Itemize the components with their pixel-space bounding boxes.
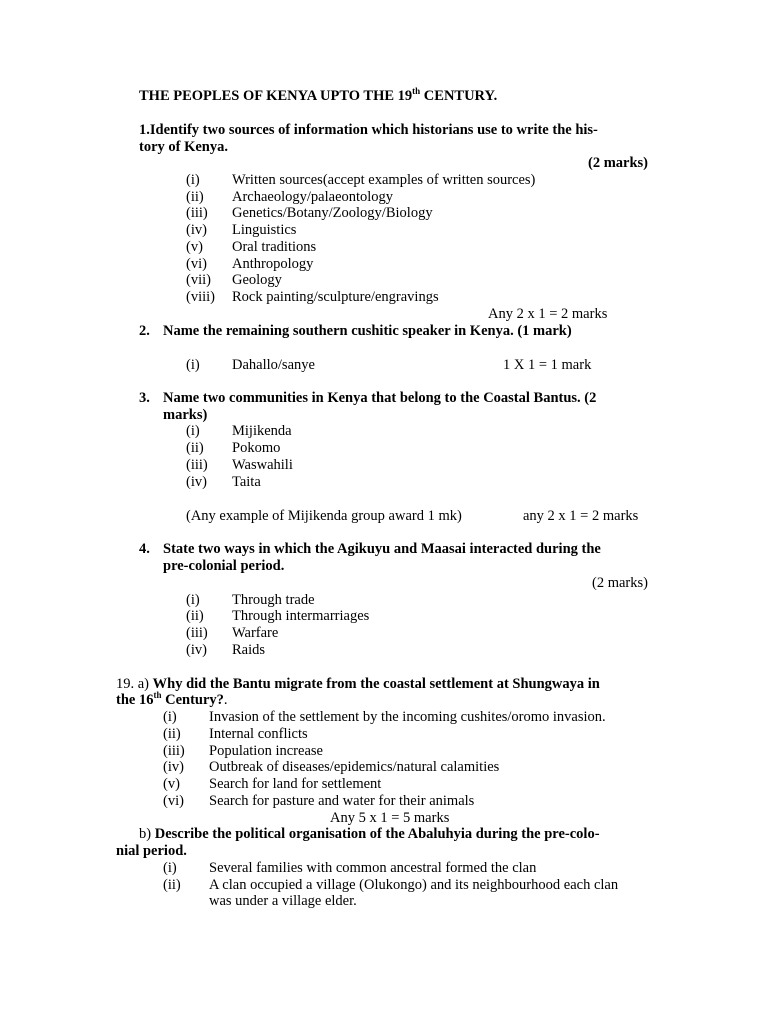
q19b-question: Describe the political organisation of the Abaluhyia during the pre-colo-: [154, 826, 600, 842]
q19a-text-line1: [116, 676, 600, 693]
q19a-item-text: Population increase: [209, 743, 323, 759]
q19a-item-text: Invasion of the settlement by the incoming cushites/oromo invasion.: [209, 709, 606, 725]
q3-award: any 2 x 1 = 2 marks: [523, 508, 639, 524]
q3-note: (Any example of Mijikenda group award 1 mk): [186, 508, 462, 524]
q19b-prefix: b): [139, 826, 155, 842]
q1-text-line1: 1.Identify two sources of information which historians use to write the his-: [139, 122, 598, 138]
q3-number: 3.: [139, 390, 150, 406]
q2-item-num: (i): [186, 357, 200, 373]
q1-item-num: (iii): [186, 205, 208, 221]
q1-item-num: (viii): [186, 289, 215, 305]
q4-number: 4.: [139, 541, 150, 557]
q3-item-text: Taita: [232, 474, 261, 490]
q19b-item-text: A clan occupied a village (Olukongo) and its neighbourhood each clan: [209, 877, 619, 893]
q2-number: 2.: [139, 323, 150, 339]
q19b-item-num: (ii): [163, 877, 181, 893]
q4-item-num: (iv): [186, 642, 207, 658]
q1-item-text: Oral traditions: [232, 239, 317, 255]
q3-text-line2: marks): [163, 407, 208, 423]
q4-item-text: Through intermarriages: [232, 608, 370, 624]
q4-item-text: Raids: [232, 642, 266, 658]
q19b-item-text: Several families with common ancestral formed the clan: [209, 860, 537, 876]
q3-item-num: (ii): [186, 440, 204, 456]
q19a-item-num: (v): [163, 776, 180, 792]
q4-item-text: Through trade: [232, 592, 315, 608]
q4-item-num: (ii): [186, 608, 204, 624]
q19a-text-line2: the 16th Century?.: [116, 690, 228, 708]
q1-award: Any 2 x 1 = 2 marks: [488, 306, 608, 322]
q4-item-num: (iii): [186, 625, 208, 641]
q19b-item-num: (i): [163, 860, 177, 876]
q3-text-line1: Name two communities in Kenya that belong to the Coastal Bantus. (2: [163, 390, 597, 406]
q19a-item-text: Search for pasture and water for their animals: [209, 793, 475, 809]
q4-text-line2: pre-colonial period.: [163, 558, 285, 574]
q3-item-text: Pokomo: [232, 440, 281, 456]
q2-item-text: Dahallo/sanye: [232, 357, 315, 373]
q19a-item-num: (vi): [163, 793, 184, 809]
q3-item-text: Waswahili: [232, 457, 293, 473]
q1-text-line2: tory of Kenya.: [139, 139, 228, 155]
q4-text-line1: State two ways in which the Agikuyu and Maasai interacted during the: [163, 541, 601, 557]
q1-item-text: Written sources(accept examples of written sources): [232, 172, 536, 188]
q19a-item-text: Internal conflicts: [209, 726, 308, 742]
q4-item-num: (i): [186, 592, 200, 608]
q3-item-num: (i): [186, 423, 200, 439]
q19a-question: Why did the Bantu migrate from the coastal settlement at Shungwaya in: [152, 676, 600, 692]
q19a-item-text: Search for land for settlement: [209, 776, 382, 792]
q1-item-text: Linguistics: [232, 222, 297, 238]
q4-item-text: Warfare: [232, 625, 279, 641]
q1-item-num: (vii): [186, 272, 211, 288]
q19a-item-text: Outbreak of diseases/epidemics/natural calamities: [209, 759, 500, 775]
q19a-award: Any 5 x 1 = 5 marks: [330, 810, 450, 826]
q2-award: 1 X 1 = 1 mark: [503, 357, 592, 373]
q1-item-num: (ii): [186, 189, 204, 205]
q19b-text-line2: nial period.: [116, 843, 187, 859]
q1-item-num: (iv): [186, 222, 207, 238]
q19b-item-text-continued: was under a village elder.: [209, 893, 357, 909]
q3-item-num: (iii): [186, 457, 208, 473]
q1-item-text: Anthropology: [232, 256, 314, 272]
q1-item-num: (i): [186, 172, 200, 188]
q3-item-num: (iv): [186, 474, 207, 490]
q19a-item-num: (i): [163, 709, 177, 725]
q19a-item-num: (iii): [163, 743, 185, 759]
q1-item-text: Geology: [232, 272, 282, 288]
q3-item-text: Mijikenda: [232, 423, 292, 439]
q19b-text-line1: [139, 826, 600, 843]
q1-item-text: Genetics/Botany/Zoology/Biology: [232, 205, 433, 221]
q1-item-text: Rock painting/sculpture/engravings: [232, 289, 439, 305]
q1-item-num: (vi): [186, 256, 207, 272]
q1-marks: (2 marks): [588, 155, 649, 171]
q2-text: Name the remaining southern cushitic speaker in Kenya. (1 mark): [163, 323, 572, 339]
q4-marks: (2 marks): [592, 575, 648, 591]
q19a-item-num: (ii): [163, 726, 181, 742]
q1-item-num: (v): [186, 239, 203, 255]
q19a-item-num: (iv): [163, 759, 184, 775]
page-title: THE PEOPLES OF KENYA UPTO THE 19th CENTURY.: [139, 86, 498, 104]
q1-item-text: Archaeology/palaeontology: [232, 189, 394, 205]
q19a-prefix: 19. a): [116, 676, 153, 692]
